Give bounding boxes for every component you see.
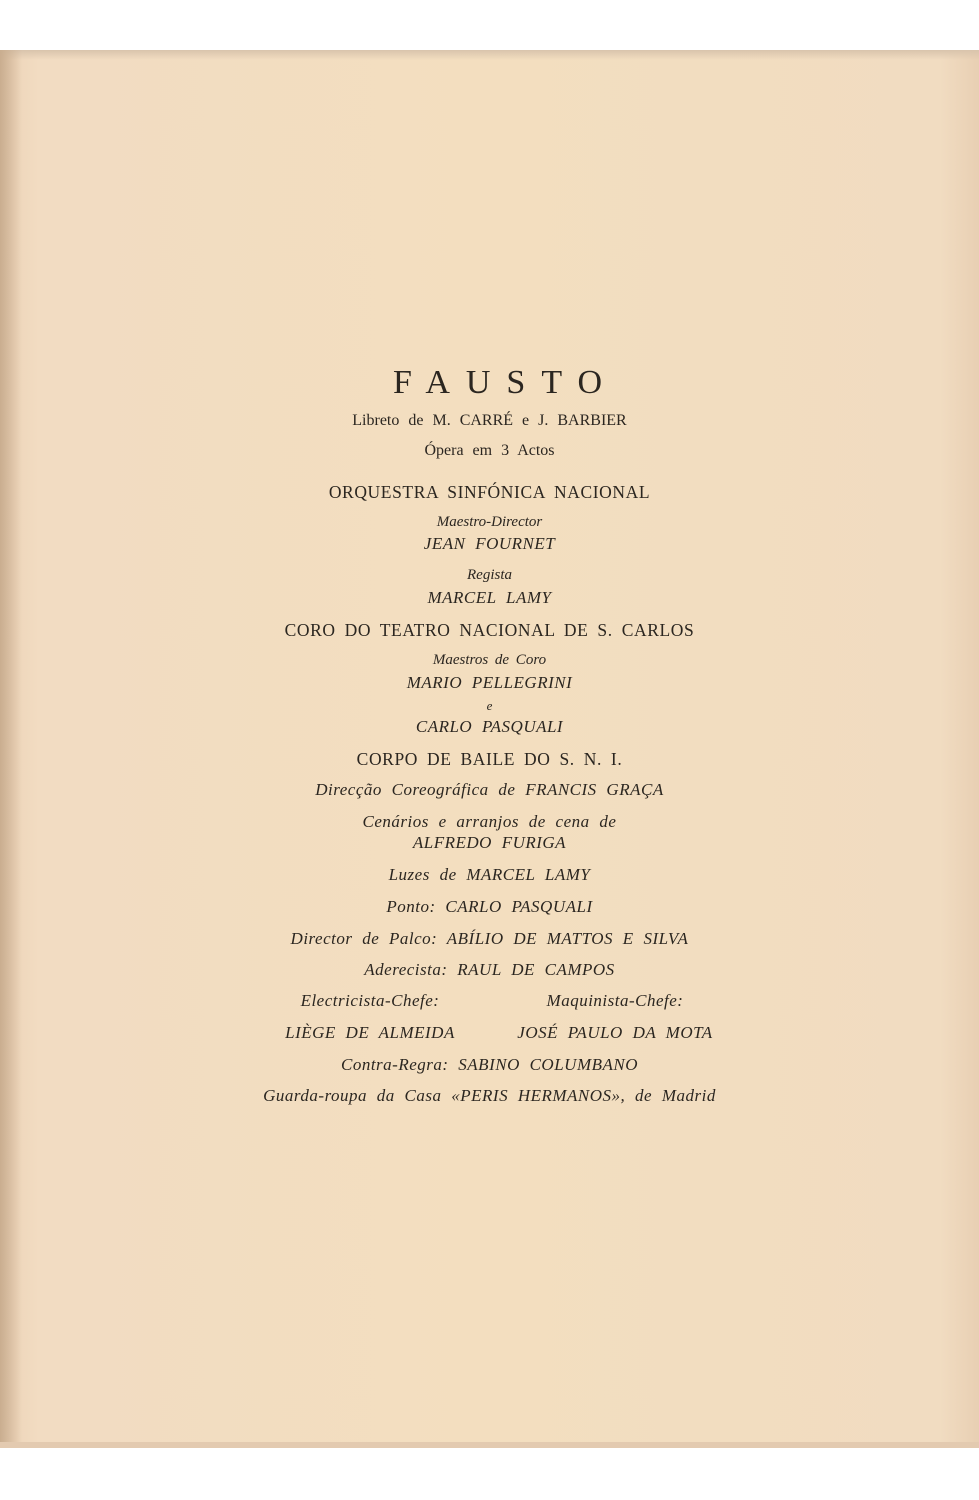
maestro-label: Maestro-Director: [436, 514, 543, 530]
maestro-name: JEAN FOURNET: [423, 534, 556, 553]
choir-master-1: MARIO PELLEGRINI: [406, 673, 573, 692]
props-label: Aderecista:: [364, 960, 448, 979]
sets-name: ALFREDO FURIGA: [412, 833, 567, 852]
program-page: [0, 50, 979, 1448]
stage-manager-label: Contra-Regra:: [341, 1055, 449, 1074]
props-credit: [0, 960, 979, 980]
choreography-label: Direcção Coreográfica de: [315, 780, 516, 799]
choir-name: CORO DO TEATRO NACIONAL DE S. CARLOS: [284, 620, 695, 640]
electrician-name: LIÈGE DE ALMEIDA: [285, 1023, 455, 1042]
prompter-name: CARLO PASQUALI: [445, 897, 593, 916]
lights-name: MARCEL LAMY: [466, 865, 591, 884]
opera-title: FAUSTO: [392, 364, 619, 401]
choir-and: e: [486, 698, 493, 713]
wardrobe-credit: [0, 1086, 979, 1106]
regista-label: Regista: [467, 567, 512, 583]
prompter-label: Ponto:: [386, 897, 436, 916]
choir-masters-label: Maestros de Coro: [432, 652, 547, 668]
stage-director-name: ABÍLIO DE MATTOS E SILVA: [446, 929, 689, 948]
regista-name: MARCEL LAMY: [427, 588, 552, 607]
machinist-label: Maquinista-Chefe:: [546, 991, 684, 1010]
ballet-name: CORPO DE BAILE DO S. N. I.: [356, 749, 623, 769]
stage-director-label: Director de Palco:: [290, 929, 438, 948]
stage-manager-credit: [0, 1055, 979, 1075]
wardrobe-place: de Madrid: [635, 1086, 716, 1105]
stage-manager-name: SABINO COLUMBANO: [458, 1055, 638, 1074]
lights-label: Luzes de: [388, 865, 457, 884]
sets-label: Cenários e arranjos de cena de: [362, 812, 617, 831]
orchestra-name: ORQUESTRA SINFÓNICA NACIONAL: [328, 482, 651, 502]
choreography-name: FRANCIS GRAÇA: [525, 780, 664, 799]
lights-credit: [0, 865, 979, 885]
machinist-name: JOSÉ PAULO DA MOTA: [517, 1023, 713, 1042]
choir-master-2: CARLO PASQUALI: [415, 717, 564, 736]
electrician-label: Electricista-Chefe:: [300, 991, 440, 1010]
opera-acts: Ópera em 3 Actos: [424, 442, 555, 459]
props-name: RAUL DE CAMPOS: [457, 960, 615, 979]
wardrobe-name: «PERIS HERMANOS»,: [451, 1086, 626, 1105]
page-bottom-edge: [0, 1442, 979, 1448]
prompter-credit: [0, 897, 979, 917]
choreography-credit: [0, 780, 979, 800]
page-top-shadow: [0, 50, 979, 60]
stage-director-credit: [0, 929, 979, 949]
libretto-credit: Libreto de M. CARRÉ e J. BARBIER: [352, 412, 627, 429]
wardrobe-label: Guarda-roupa da Casa: [263, 1086, 442, 1105]
